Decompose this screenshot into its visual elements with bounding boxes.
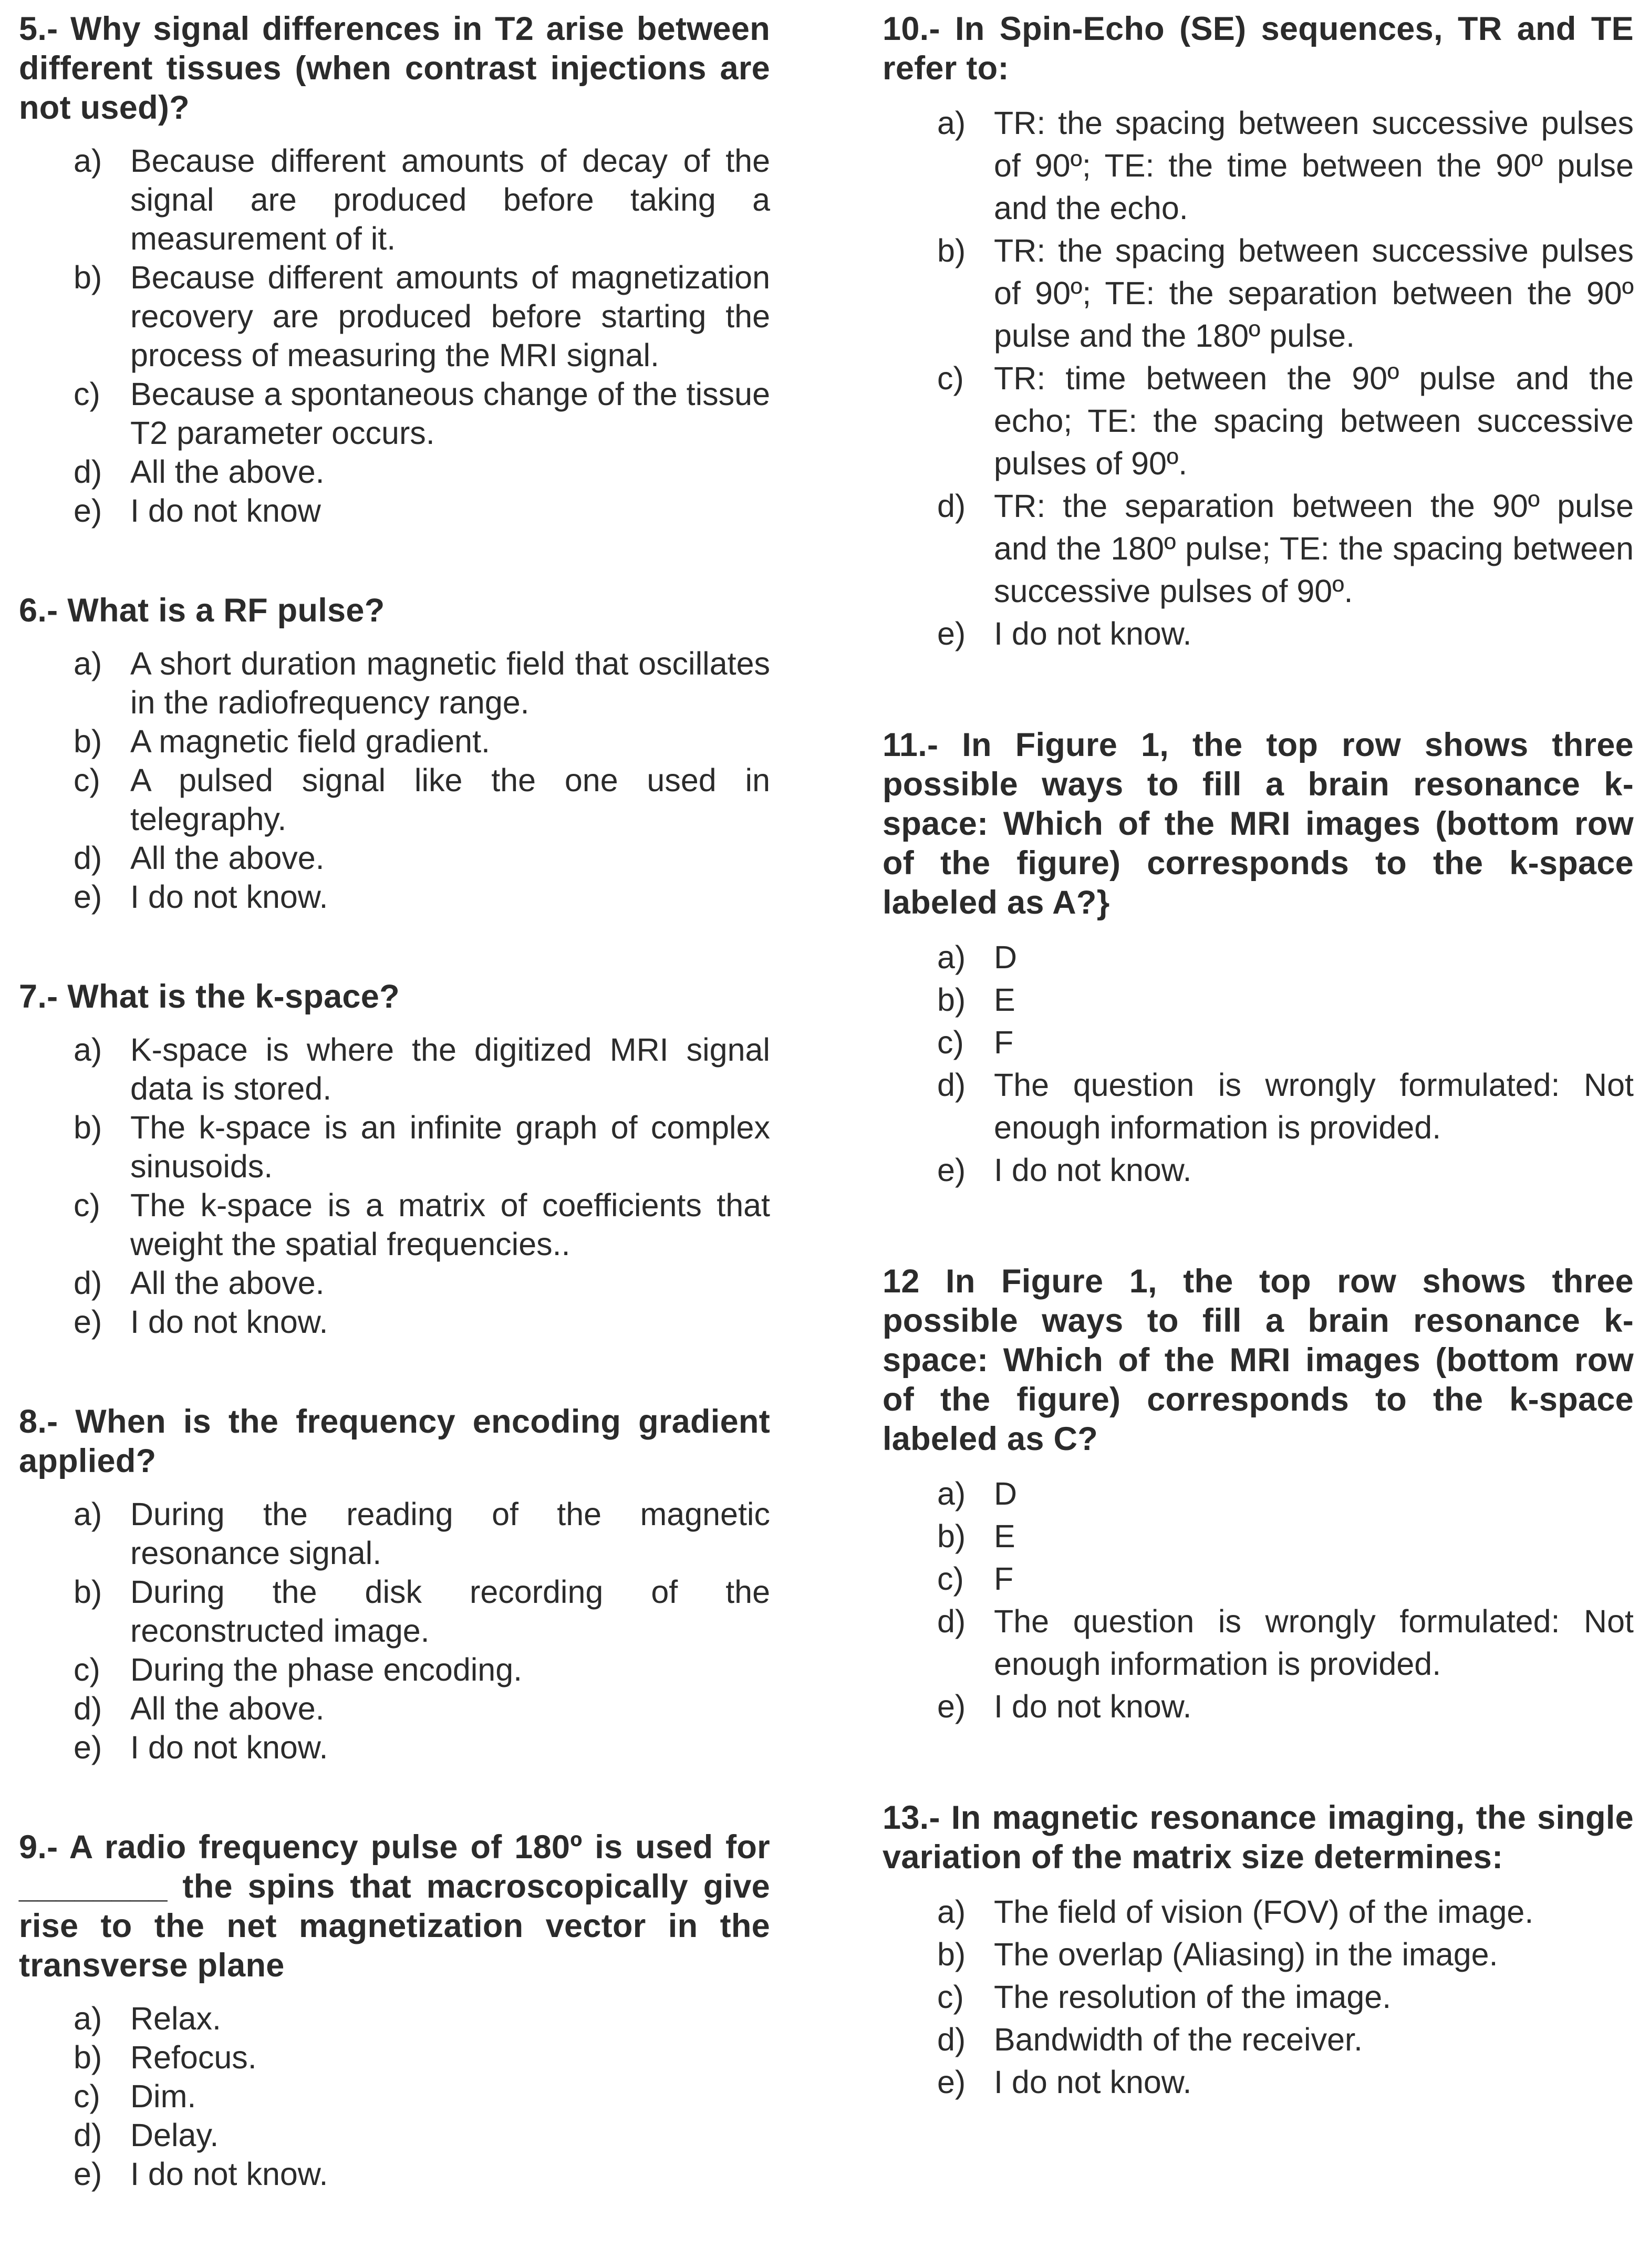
option-letter: e) (74, 1730, 102, 1765)
option-letter: c) (74, 2078, 100, 2114)
option-text: I do not know. (994, 1152, 1192, 1188)
option-text: The k-space is a matrix of coefficients that weight the spatial frequencies.. (130, 1187, 770, 1262)
option-text: K-space is where the digitized MRI signal data is stored. (130, 1032, 770, 1106)
answer-option-d[interactable] (19, 2116, 770, 2155)
option-letter: b) (74, 1574, 102, 1610)
option-letter: a) (74, 2001, 102, 2036)
option-text: I do not know. (130, 1730, 328, 1765)
answer-options (19, 644, 770, 916)
answer-option-c[interactable] (19, 1186, 770, 1264)
option-text: During the phase encoding. (130, 1652, 523, 1687)
option-letter: e) (937, 616, 966, 651)
option-text: During the disk recording of the reconstructed image. (130, 1574, 770, 1649)
option-text: The question is wrongly formulated: Not enough information is provided. (994, 1603, 1634, 1682)
answer-option-b[interactable] (19, 1108, 770, 1186)
option-letter: e) (937, 1152, 966, 1188)
option-text: All the above. (130, 840, 325, 876)
answer-option-a[interactable] (883, 102, 1634, 230)
option-letter: d) (74, 840, 102, 876)
answer-option-c[interactable] (883, 357, 1634, 485)
question-title: 10.- In Spin-Echo (SE) sequences, TR and TE refer to: (883, 11, 1634, 87)
option-text: Because different amounts of magnetization recovery are produced before starting the process of measuring the MRI signal. (130, 260, 770, 373)
option-text: The k-space is an infinite graph of complex sinusoids. (130, 1110, 770, 1184)
option-text: E (994, 982, 1015, 1018)
answer-option-d[interactable] (883, 485, 1634, 613)
option-letter: a) (74, 1496, 102, 1532)
option-text: I do not know. (994, 616, 1192, 651)
option-letter: d) (937, 488, 966, 524)
option-letter: a) (937, 105, 966, 141)
option-letter: b) (74, 260, 102, 295)
question-title: 12 In Figure 1, the top row shows three possible ways to fill a brain resonance k-space: Which of the MRI images (bottom row of the figure) corresponds to the k-space labeled as C? (883, 1263, 1634, 1457)
answer-option-e[interactable] (883, 2061, 1634, 2104)
answer-option-e[interactable] (19, 1302, 770, 1341)
answer-option-e[interactable] (19, 1728, 770, 1767)
option-letter: e) (74, 879, 102, 915)
option-letter: c) (937, 1979, 964, 2015)
option-text: F (994, 1024, 1014, 1060)
answer-option-d[interactable] (883, 2018, 1634, 2061)
question-5 (19, 9, 770, 530)
option-text: Relax. (130, 2001, 221, 2036)
answer-option-d[interactable] (883, 1064, 1634, 1149)
option-letter: b) (937, 982, 966, 1018)
option-text: TR: the spacing between successive pulses of 90º; TE: the time between the 90º pulse and the echo. (994, 105, 1634, 226)
option-text: Because different amounts of decay of the signal are produced before taking a measurement of it. (130, 143, 770, 256)
option-text: TR: time between the 90º pulse and the echo; TE: the spacing between successive pulses of 90º. (994, 360, 1634, 481)
answer-options (19, 141, 770, 530)
answer-option-e[interactable] (19, 491, 770, 530)
option-text: D (994, 939, 1018, 975)
option-letter: d) (74, 1691, 102, 1726)
option-text: I do not know. (994, 2064, 1192, 2100)
answer-option-c[interactable] (883, 1021, 1634, 1064)
option-text: TR: the spacing between successive pulses of 90º; TE: the separation between the 90º pulse and the 180º pulse. (994, 233, 1634, 354)
answer-option-a[interactable] (19, 1999, 770, 2038)
option-letter: d) (74, 454, 102, 490)
option-text: Dim. (130, 2078, 196, 2114)
option-letter: c) (937, 1024, 964, 1060)
option-letter: d) (937, 2022, 966, 2057)
question-11 (883, 726, 1634, 1192)
option-letter: c) (74, 376, 100, 412)
answer-option-c[interactable] (883, 1976, 1634, 2018)
option-letter: e) (937, 1689, 966, 1724)
option-letter: c) (937, 1561, 964, 1597)
right-column (883, 9, 1634, 2104)
answer-options (883, 936, 1634, 1192)
option-text: I do not know. (130, 1304, 328, 1340)
option-text: F (994, 1561, 1014, 1597)
answer-option-c[interactable] (19, 761, 770, 838)
option-text: I do not know (130, 493, 321, 529)
option-letter: a) (74, 646, 102, 681)
option-letter: e) (74, 493, 102, 529)
option-letter: c) (74, 1187, 100, 1223)
left-column (19, 9, 770, 2193)
question-8 (19, 1402, 770, 1767)
question-12 (883, 1262, 1634, 1728)
question-title: 11.- In Figure 1, the top row shows three possible ways to fill a brain resonance k-space: Which of the MRI images (bottom row of the figure) corresponds to the k-space labeled as A?} (883, 727, 1634, 921)
answer-option-c[interactable] (19, 375, 770, 452)
option-letter: b) (74, 2039, 102, 2075)
option-letter: a) (74, 1032, 102, 1068)
answer-option-b[interactable] (883, 979, 1634, 1021)
answer-option-a[interactable] (883, 936, 1634, 979)
option-text: A short duration magnetic field that oscillates in the radiofrequency range. (130, 646, 770, 720)
answer-option-c[interactable] (883, 1558, 1634, 1600)
question-13 (883, 1798, 1634, 2104)
answer-options (19, 1999, 770, 2193)
option-letter: b) (937, 1936, 966, 1972)
option-text: The overlap (Aliasing) in the image. (994, 1936, 1498, 1972)
answer-options (883, 1473, 1634, 1728)
option-text: A magnetic field gradient. (130, 723, 490, 759)
option-text: All the above. (130, 454, 325, 490)
question-7 (19, 977, 770, 1341)
option-text: D (994, 1476, 1018, 1511)
option-text: The resolution of the image. (994, 1979, 1392, 2015)
answer-option-b[interactable] (19, 2038, 770, 2077)
option-letter: a) (937, 1476, 966, 1511)
option-letter: c) (937, 360, 964, 396)
question-9 (19, 1828, 770, 2193)
answer-options (883, 1891, 1634, 2104)
question-title: 13.- In magnetic resonance imaging, the single variation of the matrix size determines: (883, 1799, 1634, 1876)
option-letter: e) (937, 2064, 966, 2100)
option-letter: b) (937, 1518, 966, 1554)
answer-option-c[interactable] (19, 1650, 770, 1689)
option-letter: e) (74, 2156, 102, 2192)
answer-option-a[interactable] (883, 1891, 1634, 1933)
answer-option-d[interactable] (883, 1600, 1634, 1685)
answer-option-b[interactable] (883, 1515, 1634, 1558)
option-text: All the above. (130, 1691, 325, 1726)
option-text: The question is wrongly formulated: Not enough information is provided. (994, 1067, 1634, 1145)
question-title: 7.- What is the k-space? (19, 978, 400, 1015)
answer-option-d[interactable] (19, 1689, 770, 1728)
answer-option-b[interactable] (883, 1933, 1634, 1976)
option-letter: b) (937, 233, 966, 268)
answer-option-e[interactable] (883, 1685, 1634, 1728)
option-letter: a) (937, 1894, 966, 1930)
answer-option-a[interactable] (883, 1473, 1634, 1515)
option-text: Because a spontaneous change of the tissue T2 parameter occurs. (130, 376, 770, 451)
question-title: 6.- What is a RF pulse? (19, 592, 385, 629)
answer-option-b[interactable] (19, 1572, 770, 1650)
answer-option-b[interactable] (19, 722, 770, 761)
option-text: E (994, 1518, 1015, 1554)
option-text: Bandwidth of the receiver. (994, 2022, 1363, 2057)
question-title: 8.- When is the frequency encoding gradient applied? (19, 1403, 770, 1479)
question-title: 9.- A radio frequency pulse of 180º is used for ________ the spins that macroscopically give rise to the net magnetization vector in the transverse plane (19, 1829, 770, 1984)
answer-option-c[interactable] (19, 2077, 770, 2116)
answer-options (19, 1495, 770, 1767)
answer-option-a[interactable] (19, 644, 770, 722)
answer-option-b[interactable] (883, 230, 1634, 357)
answer-option-d[interactable] (19, 452, 770, 491)
option-letter: b) (74, 1110, 102, 1145)
option-text: TR: the separation between the 90º pulse and the 180º pulse; TE: the spacing between successive pulses of 90º. (994, 488, 1634, 609)
question-6 (19, 591, 770, 916)
answer-options (883, 102, 1634, 655)
option-letter: d) (74, 1265, 102, 1301)
answer-option-e[interactable] (19, 877, 770, 916)
option-text: During the reading of the magnetic resonance signal. (130, 1496, 770, 1571)
option-text: I do not know. (130, 2156, 328, 2192)
question-10 (883, 9, 1634, 655)
answer-option-d[interactable] (19, 1264, 770, 1302)
answer-options (19, 1030, 770, 1341)
answer-option-e[interactable] (883, 1149, 1634, 1192)
answer-option-a[interactable] (19, 141, 770, 258)
option-text: All the above. (130, 1265, 325, 1301)
answer-option-a[interactable] (19, 1495, 770, 1572)
option-text: Delay. (130, 2117, 219, 2153)
answer-option-d[interactable] (19, 838, 770, 877)
option-letter: c) (74, 762, 100, 798)
question-title: 5.- Why signal differences in T2 arise between different tissues (when contrast injections are not used)? (19, 11, 770, 126)
option-letter: b) (74, 723, 102, 759)
answer-option-a[interactable] (19, 1030, 770, 1108)
option-letter: d) (937, 1067, 966, 1103)
option-text: A pulsed signal like the one used in telegraphy. (130, 762, 770, 837)
option-letter: c) (74, 1652, 100, 1687)
answer-option-e[interactable] (19, 2155, 770, 2193)
option-text: I do not know. (994, 1689, 1192, 1724)
answer-option-e[interactable] (883, 613, 1634, 655)
option-letter: a) (74, 143, 102, 179)
option-letter: e) (74, 1304, 102, 1340)
option-letter: a) (937, 939, 966, 975)
option-letter: d) (937, 1603, 966, 1639)
option-text: The field of vision (FOV) of the image. (994, 1894, 1534, 1930)
answer-option-b[interactable] (19, 258, 770, 375)
option-text: Refocus. (130, 2039, 257, 2075)
option-text: I do not know. (130, 879, 328, 915)
option-letter: d) (74, 2117, 102, 2153)
